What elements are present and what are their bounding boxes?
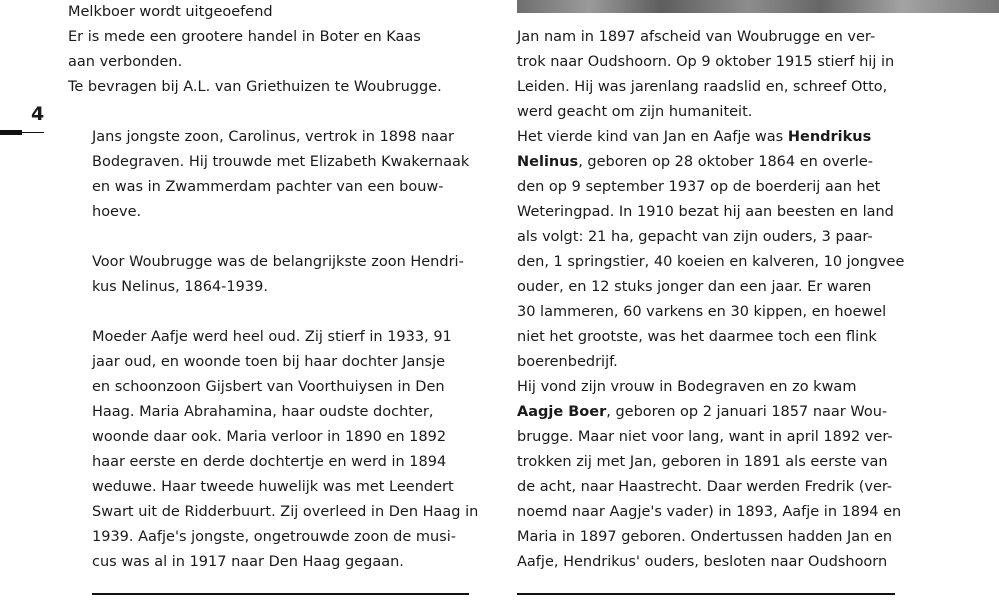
right-line: niet het grootste, was het daarmee toch een flink	[517, 329, 877, 345]
right-line: Maria in 1897 geboren. Ondertussen hadden Jan en	[517, 529, 893, 545]
left-p3-line: jaar oud, en woonde toen bij haar dochter Jansje	[92, 354, 446, 370]
left-p3-line: woonde daar ook. Maria verloor in 1890 en 1892	[92, 429, 447, 445]
page-number-rule	[0, 130, 22, 135]
left-p1-line: Jans jongste zoon, Carolinus, vertrok in 1898 naar	[92, 129, 455, 145]
right-line-nelinus	[517, 150, 873, 175]
left-p3-line: Moeder Aafje werd heel oud. Zij stierf in 1933, 91	[92, 329, 452, 345]
right-line: Jan nam in 1897 afscheid van Woubrugge en ver-	[517, 29, 876, 45]
right-line: werd geacht om zijn humaniteit.	[517, 104, 753, 120]
right-line-aagje	[517, 400, 887, 425]
right-line: Weteringpad. In 1910 bezat hij aan beesten en land	[517, 204, 894, 220]
right-line-text: , geboren op 28 oktober 1864 en overle-	[578, 154, 873, 170]
right-line: Leiden. Hij was jarenlang raadslid en, schreef Otto,	[517, 79, 888, 95]
left-p3-line: Swart uit de Ridderbuurt. Zij overleed in Den Haag in	[92, 504, 479, 520]
right-line-text: Het vierde kind van Jan en Aafje was	[517, 129, 788, 145]
left-p1-line: hoeve.	[92, 204, 142, 220]
left-p3-line: cus was al in 1917 naar Den Haag gegaan.	[92, 554, 404, 570]
right-line: brugge. Maar niet voor lang, want in april 1892 ver-	[517, 429, 893, 445]
page-number-rule-thin	[22, 132, 44, 133]
advert-line-3: aan verbonden.	[68, 54, 183, 70]
right-line: Hij vond zijn vrouw in Bodegraven en zo kwam	[517, 379, 857, 395]
right-line: trokken zij met Jan, geboren in 1891 als eerste van	[517, 454, 888, 470]
left-p3-line: Haag. Maria Abrahamina, haar oudste dochter,	[92, 404, 434, 420]
name-hendrikus: Hendrikus	[787, 129, 872, 145]
left-p1-line: en was in Zwammerdam pachter van een bouw-	[92, 179, 444, 195]
left-p3-line: haar eerste en derde dochtertje en werd in 1894	[92, 454, 447, 470]
name-nelinus: Nelinus	[517, 154, 579, 170]
name-aagje-boer: Aagje Boer	[517, 404, 607, 420]
footer-rule-left	[92, 593, 469, 595]
right-line: ouder, en 12 stuks jonger dan een jaar. Er waren	[517, 279, 872, 295]
right-line: de acht, naar Haastrecht. Daar werden Fredrik (ver-	[517, 479, 893, 495]
advert-line-1: Melkboer wordt uitgeoefend	[68, 4, 273, 20]
right-line-text: , geboren op 2 januari 1857 naar Wou-	[606, 404, 888, 420]
left-p1-line: Bodegraven. Hij trouwde met Elizabeth Kwakernaak	[92, 154, 470, 170]
right-line: trok naar Oudshoorn. Op 9 oktober 1915 stierf hij in	[517, 54, 895, 70]
right-line: den, 1 springstier, 40 koeien en kalveren, 10 jongvee	[517, 254, 905, 270]
left-p2-line: kus Nelinus, 1864-1939.	[92, 279, 268, 295]
left-p3-line: weduwe. Haar tweede huwelijk was met Leendert	[92, 479, 454, 495]
right-line: als volgt: 21 ha, gepacht van zijn ouders, 3 paar-	[517, 229, 873, 245]
right-line: den op 9 september 1937 op de boerderij aan het	[517, 179, 881, 195]
right-line-hendrikus	[517, 125, 871, 150]
left-p2-line: Voor Woubrugge was de belangrijkste zoon Hendri-	[92, 254, 464, 270]
right-line: boerenbedrijf.	[517, 354, 618, 370]
left-p3-line: 1939. Aafje's jongste, ongetrouwde zoon de musi-	[92, 529, 456, 545]
footer-rule-right	[517, 593, 895, 595]
advert-line-2: Er is mede een grootere handel in Boter en Kaas	[68, 29, 421, 45]
right-line: noemd naar Aagje's vader) in 1893, Aafje in 1894 en	[517, 504, 902, 520]
right-line: Aafje, Hendrikus' ouders, besloten naar Oudshoorn	[517, 554, 888, 570]
advert-line-4: Te bevragen bij A.L. van Griethuizen te Woubrugge.	[68, 79, 442, 95]
right-line: 30 lammeren, 60 varkens en 30 kippen, en hoewel	[517, 304, 887, 320]
photo-fragment	[517, 0, 999, 13]
left-p3-line: en schoonzoon Gijsbert van Voorthuiysen in Den	[92, 379, 445, 395]
page-number: 4	[31, 103, 45, 125]
